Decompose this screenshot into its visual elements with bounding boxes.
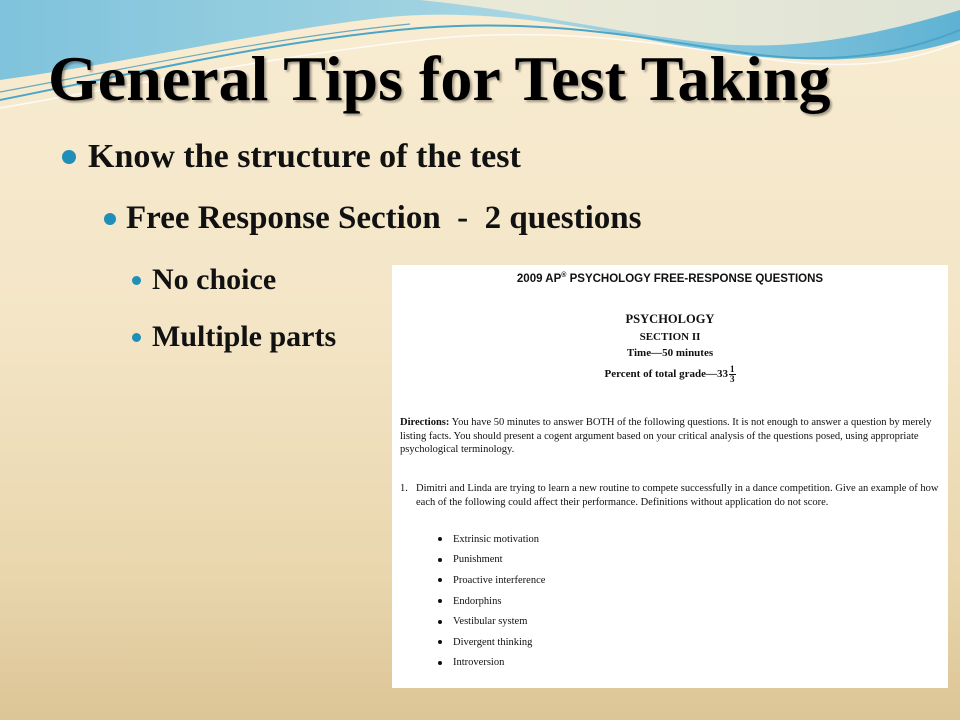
list-item-text: Vestibular system bbox=[453, 616, 528, 628]
doc-percent-label: Percent of total grade—33 bbox=[604, 368, 728, 381]
list-item bbox=[438, 529, 545, 550]
bullet-level3 bbox=[132, 263, 276, 297]
list-item bbox=[438, 653, 545, 674]
doc-directions bbox=[400, 416, 942, 457]
list-item-text: Introversion bbox=[453, 657, 505, 669]
bullet-dot-icon bbox=[438, 578, 442, 582]
bullet-level3 bbox=[132, 320, 336, 354]
doc-percent bbox=[392, 365, 948, 384]
list-item bbox=[438, 632, 545, 653]
fraction-denominator: 3 bbox=[730, 374, 735, 384]
fraction-numerator: 1 bbox=[730, 364, 735, 374]
list-item bbox=[438, 591, 545, 612]
bullet-text: No choice bbox=[152, 263, 277, 296]
doc-time: Time—50 minutes bbox=[626, 347, 714, 359]
registered-mark: ® bbox=[561, 272, 567, 279]
doc-header-year: 2009 AP bbox=[516, 272, 562, 285]
list-item bbox=[438, 550, 545, 571]
bullet-dot-icon bbox=[104, 213, 116, 225]
fraction bbox=[729, 365, 736, 384]
bullet-dot-icon bbox=[438, 661, 442, 665]
list-item-text: Divergent thinking bbox=[453, 636, 533, 648]
list-item-text: Endorphins bbox=[453, 595, 502, 607]
bullet-dot-icon bbox=[438, 558, 442, 562]
bullet-text: Know the structure of the test bbox=[88, 138, 521, 175]
doc-subject: PSYCHOLOGY bbox=[625, 312, 715, 326]
question-number: 1. bbox=[400, 483, 408, 494]
bullet-dot-icon bbox=[438, 537, 442, 541]
list-item-text: Extrinsic motivation bbox=[453, 533, 540, 545]
directions-text: You have 50 minutes to answer BOTH of the following questions. It is not enough to answer a question by merely listing facts. You should present a cogent argument based on your critical analysis of the questions posed, using appropriate psychological terminology. bbox=[400, 417, 932, 455]
bullet-dot-icon bbox=[438, 599, 442, 603]
list-item bbox=[438, 570, 545, 591]
doc-question bbox=[400, 482, 942, 509]
directions-label: Directions: bbox=[400, 417, 450, 428]
bullet-dot-icon bbox=[62, 150, 76, 164]
slide-title: General Tips for Test Taking bbox=[48, 43, 831, 114]
doc-term-list bbox=[438, 529, 545, 673]
exam-document-image bbox=[392, 265, 948, 688]
doc-section: SECTION II bbox=[639, 331, 701, 343]
bullet-text: Free Response Section - 2 questions bbox=[126, 200, 642, 236]
bullet-level1 bbox=[62, 138, 521, 176]
question-text: Dimitri and Linda are trying to learn a new routine to compete successfully in a dance competition. Give an example of how each of the following could affect their performance. Definitions without application do not score. bbox=[416, 483, 939, 508]
bullet-dot-icon bbox=[132, 276, 141, 285]
doc-header bbox=[392, 272, 948, 285]
bullet-dot-icon bbox=[438, 620, 442, 624]
bullet-dot-icon bbox=[438, 640, 442, 644]
bullet-level2 bbox=[104, 200, 641, 237]
bullet-text: Multiple parts bbox=[152, 320, 337, 353]
list-item bbox=[438, 611, 545, 632]
bullet-dot-icon bbox=[132, 333, 141, 342]
list-item-text: Punishment bbox=[453, 554, 503, 566]
list-item-text: Proactive interference bbox=[453, 574, 546, 586]
doc-header-rest: PSYCHOLOGY FREE-RESPONSE QUESTIONS bbox=[566, 272, 824, 285]
